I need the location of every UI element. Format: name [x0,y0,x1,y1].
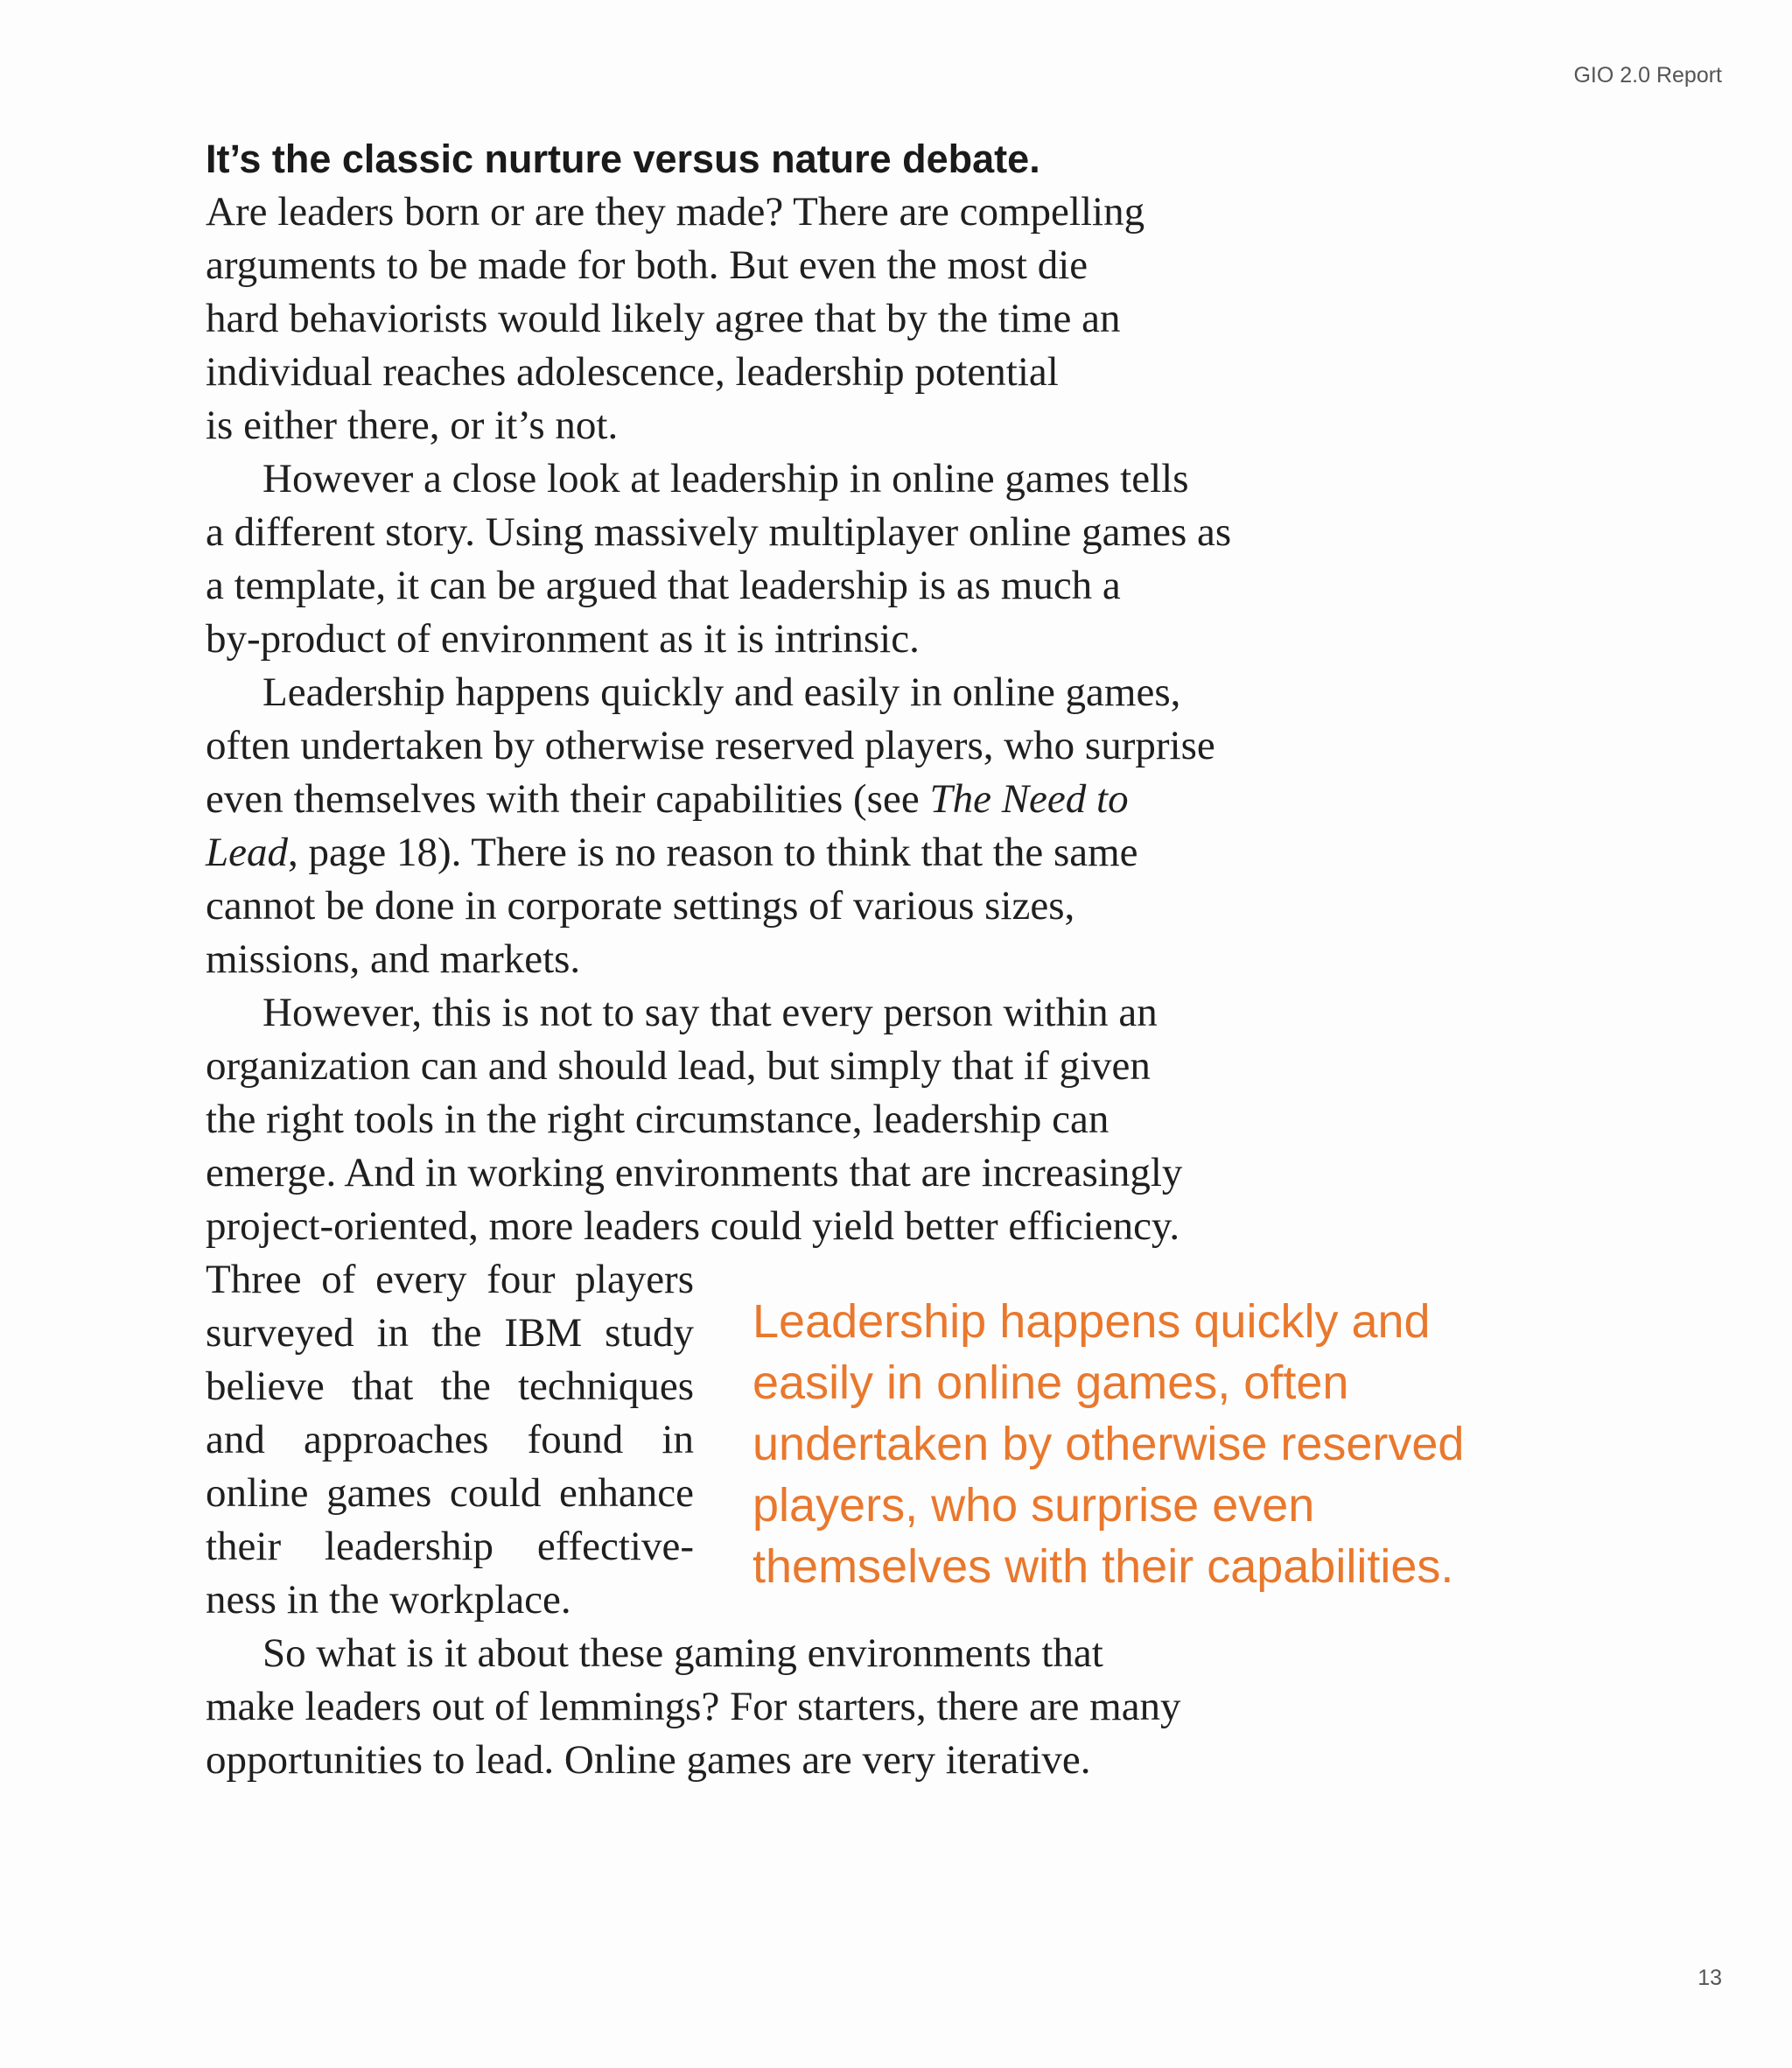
body-line-narrow: believe that the techniques [206,1363,694,1409]
pull-quote-line: undertaken by otherwise reserved [752,1418,1465,1470]
body-line [206,773,1343,826]
heading-bold-text: It’s the classic nurture versus nature debate [206,137,1030,181]
body-line-narrow: and approaches found in [206,1417,694,1462]
body-line: missions, and markets. [206,936,581,982]
body-line: So what is it about these gaming environments that [262,1630,1103,1676]
body-line: a template, it can be argued that leadership is as much a [206,563,1121,608]
body-line: Leadership happens quickly and easily in online games, [262,669,1181,715]
body-line-narrow: surveyed in the IBM study [206,1310,694,1356]
body-line: arguments to be made for both. But even the most die [206,242,1088,288]
body-line: hard behaviorists would likely agree that by the time an [206,296,1121,341]
body-line: cannot be done in corporate settings of various sizes, [206,883,1075,929]
body-line: project-oriented, more leaders could yield better efficiency. [206,1203,1180,1249]
body-line: a different story. Using massively multiplayer online games as [206,509,1232,555]
body-line-narrow: ness in the workplace. [206,1577,571,1623]
body-line-narrow: Three of every four players [206,1257,694,1302]
pull-quote-line: Leadership happens quickly and [752,1295,1431,1348]
pull-quote-line: themselves with their capabilities. [752,1540,1454,1593]
body-line: individual reaches adolescence, leadership potential [206,349,1059,395]
body-line: Are leaders born or are they made? There are compelling [206,189,1145,235]
page-number: 13 [1698,1966,1722,1990]
body-text-fragment: even themselves with their capabilities (see [206,776,930,822]
reference-title: The Need to [929,776,1129,822]
section-heading [206,132,1040,186]
body-line: by-product of environment as it is intrinsic. [206,616,920,662]
body-line: opportunities to lead. Online games are very iterative. [206,1737,1091,1783]
body-line: emerge. And in working environments that are increasingly [206,1150,1183,1195]
reference-title: Lead [206,830,288,875]
pull-quote [752,1291,1628,1597]
body-line: make leaders out of lemmings? For starters, there are many [206,1684,1181,1729]
body-line: organization can and should lead, but simply that if given [206,1043,1151,1089]
body-line [206,826,1343,880]
body-text-fragment: , page 18). There is no reason to think that the same [288,830,1138,875]
body-line: is either there, or it’s not. [206,403,619,448]
report-label: GIO 2.0 Report [1573,63,1722,88]
body-line: However, this is not to say that every person within an [262,990,1158,1035]
pull-quote-line: players, who surprise even [752,1479,1315,1532]
body-line-narrow: online games could enhance [206,1470,694,1516]
heading-period: . [1029,137,1040,181]
pull-quote-line: easily in online games, often [752,1356,1349,1409]
body-line: However a close look at leadership in online games tells [262,456,1189,501]
body-line-narrow: their leadership effective- [206,1524,694,1569]
body-line: often undertaken by otherwise reserved players, who surprise [206,723,1215,768]
body-line: the right tools in the right circumstance, leadership can [206,1097,1110,1142]
